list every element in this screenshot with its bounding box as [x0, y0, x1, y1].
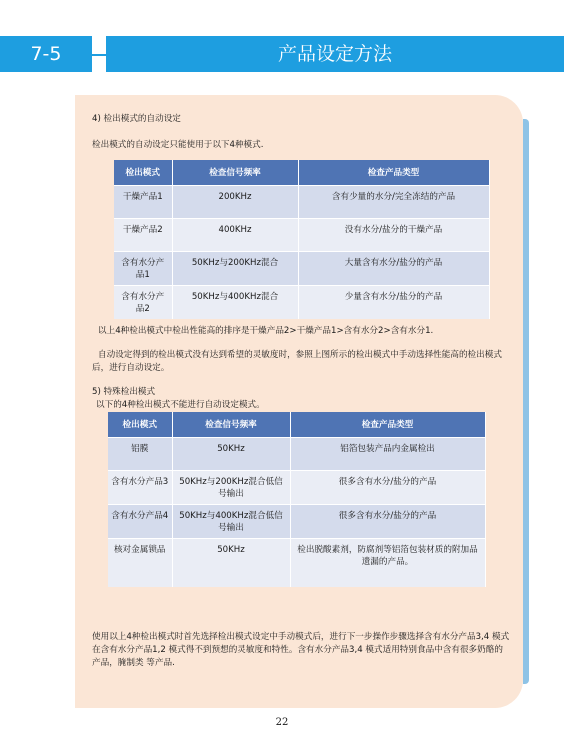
cell-frequency: 50KHz — [172, 539, 290, 587]
section-5-title: 5) 特殊检出模式 — [92, 387, 156, 397]
cell-frequency: 50KHz与400KHz混合 — [172, 286, 298, 320]
section-5-subtitle: 以下的4种检出模式不能进行自动设定模式。 — [96, 400, 265, 410]
cell-mode: 铝膜 — [108, 438, 172, 471]
header-product-type: 检查产品类型 — [290, 412, 485, 438]
cell-frequency: 50KHz与200KHz混合低信号输出 — [172, 471, 290, 505]
detection-mode-table — [114, 160, 490, 319]
section-4-title: 4) 检出模式的自动设定 — [92, 114, 181, 124]
cell-mode: 含有水分产品2 — [114, 286, 172, 320]
header-mode: 检出模式 — [108, 412, 172, 438]
cell-mode: 含有水分产品1 — [114, 252, 172, 286]
page-number: 22 — [275, 717, 289, 728]
table-row — [114, 252, 489, 286]
cell-frequency: 50KHz与400KHz混合低信号输出 — [172, 505, 290, 539]
cell-frequency: 200KHz — [172, 186, 298, 219]
cell-mode: 干燥产品1 — [114, 186, 172, 219]
table-row — [108, 505, 485, 539]
cell-mode: 含有水分产品4 — [108, 505, 172, 539]
auto-setting-note: 自动设定得到的检出模式没有达到希望的灵敏度时，参照上图所示的检出模式中手动选择性能高的检出模式后，进行自动设定。 — [92, 350, 502, 373]
table-row — [114, 186, 489, 219]
cell-mode: 含有水分产品3 — [108, 471, 172, 505]
cell-frequency: 50KHz — [172, 438, 290, 471]
header-frequency: 检查信号频率 — [172, 412, 290, 438]
performance-order-text: 以上4种检出模式中检出性能高的排序是干燥产品2>干燥产品1>含有水分2>含有水分1. — [98, 326, 434, 336]
cell-product-type: 含有少量的水分/完全冻结的产品 — [298, 186, 489, 219]
cell-product-type: 大量含有水分/盐分的产品 — [298, 252, 489, 286]
cell-mode: 核对金属锁品 — [108, 539, 172, 587]
table-header-row — [114, 160, 489, 186]
table-row — [108, 438, 485, 471]
table-row — [108, 539, 485, 587]
usage-note: 使用以上4种检出模式时首先选择检出模式设定中手动模式后，进行下一步操作步骤选择含有水分产品3,4 模式在含有水分产品1,2 模式得不到预想的灵敏度和特性。含有水分产品3,4 模式适用特别食品中含有很多奶酪的产品，腌制类 等产品. — [92, 631, 510, 668]
content-area — [92, 100, 510, 670]
table-header-row — [108, 412, 485, 438]
header-connector — [92, 54, 106, 56]
cell-product-type: 铝箔包装产品内金属检出 — [290, 438, 485, 471]
cell-product-type: 少量含有水分/盐分的产品 — [298, 286, 489, 320]
header-frequency: 检查信号频率 — [172, 160, 298, 186]
table-row — [108, 471, 485, 505]
cell-product-type: 检出脱酸素剂，防腐剂等铝箔包装材质的附加品遗漏的产品。 — [290, 539, 485, 587]
header-mode: 检出模式 — [114, 160, 172, 186]
page-title-bar: 产品设定方法 — [106, 36, 564, 72]
header-product-type: 检查产品类型 — [298, 160, 489, 186]
cell-mode: 干燥产品2 — [114, 219, 172, 252]
section-4-intro: 检出模式的自动设定只能使用于以下4种模式. — [92, 140, 264, 150]
cell-product-type: 很多含有水分/盐分的产品 — [290, 471, 485, 505]
cell-product-type: 很多含有水分/盐分的产品 — [290, 505, 485, 539]
section-number-tab: 7-5 — [0, 36, 92, 72]
cell-frequency: 400KHz — [172, 219, 298, 252]
special-mode-table — [108, 412, 486, 587]
table-row — [114, 219, 489, 252]
cell-frequency: 50KHz与200KHz混合 — [172, 252, 298, 286]
cell-product-type: 没有水分/盐分的干燥产品 — [298, 219, 489, 252]
table-row — [114, 286, 489, 320]
